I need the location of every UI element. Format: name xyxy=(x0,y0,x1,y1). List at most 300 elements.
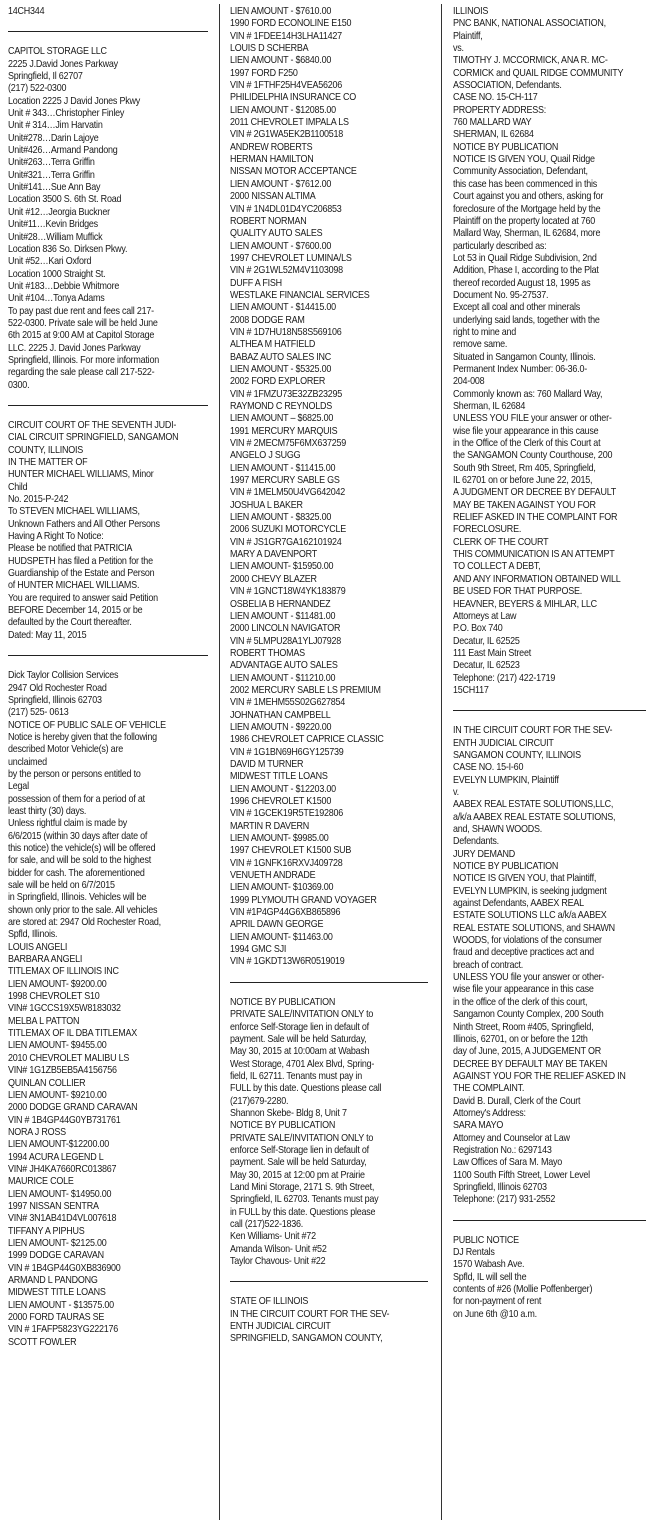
notice-line: sale will be held on 6/7/2015 xyxy=(8,880,115,891)
notice-line: COUNTY, ILLINOIS xyxy=(8,444,84,456)
notice-separator xyxy=(453,710,646,711)
notice-line: ASSOCIATION, Defendants. xyxy=(453,80,562,92)
notice-line: West Storage, 4701 Alex Blvd, Spring- xyxy=(230,1058,375,1070)
notice-line: Unit #183…Debbie Whitmore xyxy=(8,280,120,292)
notice-line: 1570 Wabash Ave. xyxy=(453,1259,525,1271)
notice-line: Community Association, Defendant, xyxy=(453,166,588,178)
notice-line: WOODS, for violations of the consumer xyxy=(453,935,602,947)
notice-line: MELBA L PATTON xyxy=(8,1015,80,1027)
notice-line: AGAINST YOU FOR THE RELIEF ASKED IN xyxy=(453,1070,626,1082)
notice-line: RAYMOND C REYNOLDS xyxy=(230,401,332,412)
notice-line: Guardianship of the Estate and Person xyxy=(8,568,155,580)
notice-line: 1997 FORD F250 xyxy=(230,67,298,79)
notice-line: VIN # 1B4GP44G0YB731761 xyxy=(8,1114,121,1126)
notice-line: LOUIS D SCHERBA xyxy=(230,43,309,55)
notice-line: Attorney and Counselor at Law xyxy=(453,1132,570,1144)
notice-line: underlying said lands, together with the xyxy=(453,314,600,326)
notice-line: against Defendants, AABEX REAL xyxy=(453,898,584,910)
notice-separator xyxy=(453,1220,646,1221)
notice-line: enforce Self-Storage lien in default of xyxy=(230,1144,369,1156)
notice-line: CORMICK and QUAIL RIDGE COMMUNITY xyxy=(453,67,624,79)
legal-notice xyxy=(230,1296,428,1345)
notice-line: unclaimed xyxy=(8,756,47,768)
notice-line: Unless rightful claim is made by xyxy=(8,818,128,830)
notice-line: LIEN AMOUNT - $11481.00 xyxy=(230,610,336,622)
notice-line: TITLEMAX OF IL DBA TITLEMAX xyxy=(8,1028,138,1040)
notice-line: wise file your appearance in this case xyxy=(453,984,594,996)
notice-line: Unit #104…Tonya Adams xyxy=(8,293,105,305)
notice-line: THIS COMMUNICATION IS AN ATTEMPT xyxy=(453,549,615,561)
notice-line: IN THE MATTER OF xyxy=(8,457,88,468)
notice-line: Ninth Street, Room #405, Springfield, xyxy=(453,1021,594,1033)
notice-line: LIEN AMOUNT - $11415.00 xyxy=(230,462,336,474)
notice-line: Location 3500 S. 6th St. Road xyxy=(8,194,122,206)
notice-line: a/k/a AABEX REAL ESTATE SOLUTIONS, xyxy=(453,811,616,823)
notice-line: Attorney's Address: xyxy=(453,1107,526,1119)
notice-line: May 30, 2015 at 12:00 pm at Prairie xyxy=(230,1169,365,1181)
notice-line: UNLESS YOU file your answer or other- xyxy=(453,972,605,984)
notice-line: Dick Taylor Collision Services xyxy=(8,670,119,682)
notice-line: foreclosure of the Mortgage held by the xyxy=(453,203,601,215)
notice-line: CIRCUIT COURT OF THE SEVENTH JUDI- xyxy=(8,419,177,431)
notice-line: MAY BE TAKEN AGAINST YOU FOR xyxy=(453,499,596,511)
notice-line: ENTH JUDICIAL CIRCUIT xyxy=(230,1321,331,1333)
column-divider xyxy=(441,4,442,1520)
notice-line: MARTIN R DAVERN xyxy=(230,820,310,832)
notice-line: JURY DEMAND xyxy=(453,848,516,860)
notice-line: LIEN AMOUNT- $9455.00 xyxy=(8,1040,107,1052)
notice-separator xyxy=(230,982,428,983)
notice-line: SARA MAYO xyxy=(453,1120,504,1132)
notice-line: day of June, 2015, A JUDGEMENT OR xyxy=(453,1046,602,1058)
notice-line: ENTH JUDICIAL CIRCUIT xyxy=(453,737,554,749)
notice-line: 15CH117 xyxy=(453,684,489,696)
notice-line: (217) 525- 0613 xyxy=(8,707,69,719)
notice-line: (217) 522-0300 xyxy=(8,83,67,95)
notice-line: VIN # 5LMPU28A1YLJ07928 xyxy=(230,635,342,647)
notice-line: 1997 MERCURY SABLE GS xyxy=(230,475,340,487)
notice-line: possession of them for a period of at xyxy=(8,793,145,805)
notice-line: TO COLLECT A DEBT, xyxy=(453,561,541,573)
notice-line: Land Mini Storage, 2171 S. 9th Street, xyxy=(230,1181,375,1193)
notice-line: TITLEMAX OF ILLINOIS INC xyxy=(8,966,119,978)
notice-line: Unit#321…Terra Griffin xyxy=(8,169,95,181)
notice-line: BABAZ AUTO SALES INC xyxy=(230,351,332,363)
notice-line: Spfld, Illinois. xyxy=(8,929,58,941)
notice-line: To STEVEN MICHAEL WILLIAMS, xyxy=(8,506,140,518)
notice-line: Location 1000 Straight St. xyxy=(8,268,106,280)
notice-line: 2000 DODGE GRAND CARAVAN xyxy=(8,1102,138,1114)
notice-line: 1990 FORD ECONOLINE E150 xyxy=(230,18,352,30)
notice-line: To pay past due rent and fees call 217- xyxy=(8,305,154,317)
notice-line: HEAVNER, BEYERS & MIHLAR, LLC xyxy=(453,598,597,610)
notice-line: ANDREW ROBERTS xyxy=(230,141,313,153)
legal-notice xyxy=(8,670,208,1349)
notice-line: Unit#141…Sue Ann Bay xyxy=(8,182,101,194)
notice-line: Telephone: (217) 931-2552 xyxy=(453,1194,556,1206)
notice-line: VIN # 1GNFK16RXVJ409728 xyxy=(230,857,343,869)
notice-line: and, SHAWN WOODS. xyxy=(453,824,543,835)
notice-line: Plaintiff on the property located at 760 xyxy=(453,215,596,227)
notice-line: Decatur, IL 62523 xyxy=(453,660,520,672)
notice-line: HERMAN HAMILTON xyxy=(230,154,314,166)
notice-line: QUALITY AUTO SALES xyxy=(230,228,323,240)
notice-line: JOSHUA L BAKER xyxy=(230,499,303,511)
notice-line: PRIVATE SALE/INVITATION ONLY to xyxy=(230,1132,374,1144)
notice-line: PROPERTY ADDRESS: xyxy=(453,104,547,116)
notice-line: ROBERT NORMAN xyxy=(230,215,307,227)
notice-line: LIEN AMOUNT - $12203.00 xyxy=(230,783,336,795)
notice-line: VIN # 1GCEK19R5TE192806 xyxy=(230,808,344,820)
notice-line: Addition, Phase I, according to the Plat xyxy=(453,265,599,277)
notice-line: Permanent Index Number: 06-36.0- xyxy=(453,363,587,375)
notice-line: by the person or persons entitled to xyxy=(8,768,141,780)
notice-line: NOTICE BY PUBLICATION xyxy=(453,141,559,153)
notice-line: LIEN AMOUNT- $11463.00 xyxy=(230,931,333,943)
notice-line: VIN # 1GKDT13W6R0519019 xyxy=(230,956,345,968)
notice-line: 2011 CHEVROLET IMPALA LS xyxy=(230,117,349,129)
notice-line: 2000 NISSAN ALTIMA xyxy=(230,191,316,203)
notice-line: Child xyxy=(8,481,28,493)
notice-line: NOTICE IS GIVEN YOU, Quail Ridge xyxy=(453,154,595,166)
notice-line: 1999 DODGE CARAVAN xyxy=(8,1250,104,1262)
notice-line: VENUETH ANDRADE xyxy=(230,870,316,882)
legal-notice xyxy=(230,6,428,969)
notice-line: VIN # 2G1WL52M4V1103098 xyxy=(230,265,343,277)
notice-line: NOTICE BY PUBLICATION xyxy=(230,1120,336,1132)
notice-line: LIEN AMOUNT- $9200.00 xyxy=(8,978,107,990)
notice-line: DECREE BY DEFAULT MAY BE TAKEN xyxy=(453,1058,608,1070)
notice-line: BARBARA ANGELI xyxy=(8,954,83,966)
notice-line: QUINLAN COLLIER xyxy=(8,1077,86,1089)
notice-line: Having A Right To Notice: xyxy=(8,531,104,543)
notice-line: 1998 CHEVROLET S10 xyxy=(8,991,100,1003)
notice-line: SPRINGFIELD, SANGAMON COUNTY, xyxy=(230,1333,383,1345)
notice-line: REAL ESTATE SOLUTIONS, and SHAWN xyxy=(453,922,615,934)
notice-line: IN THE CIRCUIT COURT FOR THE SEV- xyxy=(230,1308,390,1320)
notice-line: Please be notified that PATRICIA xyxy=(8,543,133,555)
notice-line: Springfield, IL 62703. Tenants must pay xyxy=(230,1194,379,1206)
notice-line: ADVANTAGE AUTO SALES xyxy=(230,660,338,672)
notice-line: PHILIDELPHIA INSURANCE CO xyxy=(230,92,357,104)
notice-line: 1997 CHEVROLET LUMINA/LS xyxy=(230,252,352,264)
notice-line: of HUNTER MICHAEL WILLIAMS. xyxy=(8,580,140,592)
notice-line: Attorneys at Law xyxy=(453,610,517,622)
notice-line: 1100 South Fifth Street, Lower Level xyxy=(453,1169,590,1181)
notice-line: Sherman, IL 62684 xyxy=(453,401,526,412)
notice-line: this notice) the vehicle(s) will be offered xyxy=(8,842,156,854)
notice-separator xyxy=(230,1281,428,1282)
notice-line: Unit # 314…Jim Harvatin xyxy=(8,120,103,132)
notice-line: 1986 CHEVROLET CAPRICE CLASSIC xyxy=(230,734,384,746)
notice-line: RELIEF ASKED IN THE COMPLAINT FOR xyxy=(453,512,618,524)
notice-line: VIN # 1MELM50U4VG642042 xyxy=(230,487,346,499)
notice-line: Decatur, IL 62525 xyxy=(453,635,520,647)
notice-line: this case has been commenced in this xyxy=(453,178,598,190)
notice-line: Defendants. xyxy=(453,836,499,848)
notice-line: LIEN AMOUNT - $7610.00 xyxy=(230,6,332,17)
legal-notice xyxy=(8,420,208,642)
notice-line: NOTICE BY PUBLICATION xyxy=(453,861,559,873)
notice-line: (217)679-2280. xyxy=(230,1095,289,1107)
notice-line: LIEN AMOUNT - $7612.00 xyxy=(230,178,332,190)
notice-line: ALTHEA M HATFIELD xyxy=(230,339,316,351)
legal-notice xyxy=(453,6,646,697)
notice-line: Unit#263…Terra Griffin xyxy=(8,157,95,169)
notice-line: DAVID M TURNER xyxy=(230,758,304,770)
notice-line: 1999 PLYMOUTH GRAND VOYAGER xyxy=(230,894,377,906)
notice-line: Unit#28…William Muffick xyxy=(8,231,103,243)
notice-line: No. 2015-P-242 xyxy=(8,494,69,506)
notice-line: LIEN AMOUNT - $5325.00 xyxy=(230,363,332,375)
notice-line: Springfield, Illinois 62703 xyxy=(453,1181,547,1193)
notice-line: shown only prior to the sale. All vehicles xyxy=(8,904,158,916)
notice-line: VIN #1P4GP44G6XB865896 xyxy=(230,907,341,919)
notice-line: 111 East Main Street xyxy=(453,647,531,659)
column-2 xyxy=(230,6,428,1346)
notice-line: Law Offices of Sara M. Mayo xyxy=(453,1157,562,1169)
notice-line: enforce Self-Storage lien in default of xyxy=(230,1021,369,1033)
notice-line: Springfield, Illinois. For more information xyxy=(8,354,159,366)
notice-line: 204-008 xyxy=(453,376,485,388)
notice-line: for sale, and will be sold to the highest xyxy=(8,855,151,867)
notice-line: 2002 FORD EXPLORER xyxy=(230,376,326,388)
legal-notice xyxy=(8,46,208,392)
notice-line: Location 2225 J David Jones Pkwy xyxy=(8,95,140,107)
notice-line: Legal xyxy=(8,781,29,793)
notice-line: South 9th Street, Rm 405, Springfield, xyxy=(453,462,596,474)
notice-line: Unit#278…Darin Lajoye xyxy=(8,132,99,144)
notice-line: May 30, 2015 at 10:00am at Wabash xyxy=(230,1046,370,1058)
notice-line: David B. Durall, Clerk of the Court xyxy=(453,1095,581,1107)
notice-line: Mallard Way, Sherman, IL 62684, more xyxy=(453,228,601,240)
notice-line: LIEN AMOUNT- $2125.00 xyxy=(8,1237,107,1249)
notice-line: ILLINOIS xyxy=(453,6,489,17)
notice-line: LIEN AMOUNT- $14950.00 xyxy=(8,1188,112,1200)
notice-line: 1996 CHEVROLET K1500 xyxy=(230,796,332,807)
notice-line: bidder for cash. The aforementioned xyxy=(8,867,145,879)
notice-line: LIEN AMOUNT - $13575.00 xyxy=(8,1299,114,1311)
legal-notice xyxy=(230,997,428,1269)
notice-line: PUBLIC NOTICE xyxy=(453,1234,519,1246)
notice-line: wise file your appearance in this cause xyxy=(453,425,599,437)
notice-line: LIEN AMOUNT- $9985.00 xyxy=(230,833,329,845)
notice-separator xyxy=(8,31,208,32)
notice-line: Ken Williams- Unit #72 xyxy=(230,1231,316,1243)
notice-line: PNC BANK, NATIONAL ASSOCIATION, xyxy=(453,18,606,30)
notice-line: Unknown Fathers and All Other Persons xyxy=(8,518,160,530)
notice-line: 2000 FORD TAURAS SE xyxy=(8,1312,105,1324)
notice-line: APRIL DAWN GEORGE xyxy=(230,919,324,931)
notice-line: P.O. Box 740 xyxy=(453,623,503,635)
notice-line: Springfield, Illinois 62703 xyxy=(8,694,102,706)
notice-line: for non-payment of rent xyxy=(453,1296,542,1308)
notice-line: A JUDGMENT OR DECREE BY DEFAULT xyxy=(453,487,617,499)
notice-line: VIN# 1GCCS19X5W8183032 xyxy=(8,1003,121,1015)
notice-line: Unit #12…Jeorgia Buckner xyxy=(8,206,110,218)
notice-line: Situated in Sangamon County, Illinois. xyxy=(453,351,596,363)
notice-line: VIN # 2MECM75F6MX637259 xyxy=(230,438,347,450)
notice-line: LIEN AMOUNT- $10369.00 xyxy=(230,882,334,894)
notice-line: LIEN AMOUNT- $9210.00 xyxy=(8,1089,107,1101)
notice-line: LIEN AMOUNT - $8325.00 xyxy=(230,512,332,524)
notice-line: BEFORE December 14, 2015 or be xyxy=(8,605,143,617)
notice-line: the SANGAMON County Courthouse, 200 xyxy=(453,450,613,462)
notice-line: Registration No.: 6297143 xyxy=(453,1144,552,1156)
notice-line: Lot 53 in Quail Ridge Subdivision, 2nd xyxy=(453,252,597,264)
notice-line: VIN # JS1GR7GA162101924 xyxy=(230,536,342,548)
notice-line: TIMOTHY J. MCCORMICK, ANA R. MC- xyxy=(453,55,608,67)
notice-line: defaulted by the Court thereafter. xyxy=(8,617,132,629)
notice-line: 1994 GMC SJI xyxy=(230,944,287,956)
notice-line: UNLESS YOU FILE your answer or other- xyxy=(453,413,612,425)
notice-line: BE USED FOR THAT PURPOSE. xyxy=(453,586,583,598)
notice-line: MAURICE COLE xyxy=(8,1176,74,1188)
notice-line: 2225 J.David Jones Parkway xyxy=(8,58,118,70)
notice-line: CASE NO. 15-CH-117 xyxy=(453,92,538,104)
notice-line: Amanda Wilson- Unit #52 xyxy=(230,1243,327,1255)
notice-line: LIEN AMOUNT - $6840.00 xyxy=(230,55,332,67)
notice-line: LIEN AMOUNT-$12200.00 xyxy=(8,1139,110,1151)
notice-line: VIN # 2G1WA5EK2B1100518 xyxy=(230,129,344,141)
notice-line: LOUIS ANGELI xyxy=(8,941,68,953)
notice-line: 1997 CHEVROLET K1500 SUB xyxy=(230,845,352,857)
notice-line: thereof recorded August 18, 1995 as xyxy=(453,277,591,289)
notice-line: STATE OF ILLINOIS xyxy=(230,1296,309,1308)
notice-line: Shannon Skebe- Bldg 8, Unit 7 xyxy=(230,1107,347,1119)
notice-line: 6th 2015 at 9:00 AM at Capitol Storage xyxy=(8,330,155,342)
notice-line: in the office of the clerk of this court, xyxy=(453,996,588,1008)
notice-line: field, IL 62711. Tenants must pay in xyxy=(230,1070,362,1082)
notice-line: VIN # 1FTHF25H4VEA56206 xyxy=(230,80,343,92)
notice-line: Location 836 So. Dirksen Pkwy. xyxy=(8,243,128,255)
notice-line: VIN # 1FMZU73E32ZB23295 xyxy=(230,388,343,400)
notice-line: call (217)522-1836. xyxy=(230,1219,304,1230)
notice-line: HUDSPETH has filed a Petition for the xyxy=(8,555,153,567)
notice-line: AND ANY INFORMATION OBTAINED WILL xyxy=(453,573,621,585)
notice-line: VIN# 3N1AB41D4VL007618 xyxy=(8,1213,117,1225)
notice-line: in Springfield, Illinois. Vehicles will be xyxy=(8,892,147,904)
notice-line: LIEN AMOUNT - $12085.00 xyxy=(230,104,336,116)
notice-line: LIEN AMOUNT – $6825.00 xyxy=(230,413,334,425)
notice-line: v. xyxy=(453,786,459,798)
notice-line: TIFFANY A PIPHUS xyxy=(8,1225,85,1237)
notice-line: AABEX REAL ESTATE SOLUTIONS,LLC, xyxy=(453,799,614,811)
notice-line: SANGAMON COUNTY, ILLINOIS xyxy=(453,749,581,761)
notice-line: VIN # 1G1BN69H6GY125739 xyxy=(230,746,344,758)
notice-line: NISSAN MOTOR ACCEPTANCE xyxy=(230,166,357,178)
legal-notice xyxy=(8,6,208,18)
notice-line: regarding the sale please call 217-522- xyxy=(8,367,155,379)
notice-line: FULL by this date. Questions please call xyxy=(230,1083,382,1095)
notice-line: Taylor Chavous- Unit #22 xyxy=(230,1256,326,1268)
legal-notice xyxy=(453,725,646,1206)
notice-line: Unit#426…Armand Pandong xyxy=(8,145,118,157)
notice-line: FORECLOSURE. xyxy=(453,524,522,536)
notice-line: IN THE CIRCUIT COURT FOR THE SEV- xyxy=(453,725,613,737)
notice-line: Springfield, Il 62707 xyxy=(8,71,83,83)
notice-line: 0300. xyxy=(8,379,30,391)
notice-line: 1994 ACURA LEGEND L xyxy=(8,1151,104,1163)
notice-line: Court against you and others, asking for xyxy=(453,191,604,203)
notice-line: 760 MALLARD WAY xyxy=(453,117,532,129)
notice-line: SCOTT FOWLER xyxy=(8,1336,77,1348)
notice-line: Telephone: (217) 422-1719 xyxy=(453,672,556,684)
notice-line: payment. Sale will be held Saturday, xyxy=(230,1033,367,1045)
notice-line: VIN # 1FDEE14H3LHA11427 xyxy=(230,30,342,42)
column-divider xyxy=(219,4,220,1520)
notice-line: THE COMPLAINT. xyxy=(453,1083,525,1095)
notice-line: 522-0300. Private sale will be held June xyxy=(8,317,158,329)
notice-line: EVELYN LUMPKIN, Plaintiff xyxy=(453,774,559,786)
notice-line: VIN # 1FAFP5823YG222176 xyxy=(8,1324,119,1336)
notice-line: CASE NO. 15-I-60 xyxy=(453,762,524,774)
notice-line: 1997 NISSAN SENTRA xyxy=(8,1200,99,1212)
notice-line: NOTICE BY PUBLICATION xyxy=(230,996,336,1008)
notice-line: 2010 CHEVROLET MALIBU LS xyxy=(8,1052,130,1064)
notice-separator xyxy=(8,655,208,656)
notice-line: SHERMAN, IL 62684 xyxy=(453,129,534,141)
notice-line: 2000 LINCOLN NAVIGATOR xyxy=(230,623,341,635)
notice-line: You are required to answer said Petition xyxy=(8,592,158,604)
notice-line: particularly described as: xyxy=(453,240,547,252)
notice-line: Plaintiff, xyxy=(453,30,483,42)
notice-separator xyxy=(8,405,208,406)
notice-line: VIN # 1MEHM55S02G627854 xyxy=(230,697,346,709)
notice-line: LLC. 2225 J. David Jones Parkway xyxy=(8,342,141,354)
notice-line: Unit #52…Kari Oxford xyxy=(8,256,92,268)
notice-line: fraud and deceptive practices act and xyxy=(453,947,594,959)
notice-line: DUFF A FISH xyxy=(230,277,282,289)
notice-line: MARY A DAVENPORT xyxy=(230,549,317,561)
notice-line: 6/6/2015 (within 30 days after date of xyxy=(8,830,148,842)
column-3 xyxy=(453,6,646,1321)
notice-line: EVELYN LUMPKIN, is seeking judgment xyxy=(453,885,607,897)
legal-notice xyxy=(453,1235,646,1321)
notice-line: HUNTER MICHAEL WILLIAMS, Minor xyxy=(8,469,154,481)
notice-line: on June 6th @10 a.m. xyxy=(453,1308,537,1320)
notice-line: Unit#11…Kevin Bridges xyxy=(8,219,98,231)
notice-line: VIN # 1B4GP44G0XB836900 xyxy=(8,1262,121,1274)
notice-line: CLERK OF THE COURT xyxy=(453,536,549,548)
notice-line: ANGELO J SUGG xyxy=(230,450,301,462)
notice-line: are stored at: 2947 Old Rochester Road, xyxy=(8,917,161,929)
notice-line: 2002 MERCURY SABLE LS PREMIUM xyxy=(230,684,381,696)
notice-line: ARMAND L PANDONG xyxy=(8,1275,98,1286)
notice-line: LIEN AMOUNT- $15950.00 xyxy=(230,561,334,573)
notice-line: MIDWEST TITLE LOANS xyxy=(230,771,328,783)
notice-line: NOTICE OF PUBLIC SALE OF VEHICLE xyxy=(8,719,166,731)
notice-line: OSBELIA B HERNANDEZ xyxy=(230,598,331,610)
notice-line: LIEN AMOUNT - $11210.00 xyxy=(230,672,336,684)
notice-line: VIN# 1G1ZB5EB5A4156756 xyxy=(8,1065,117,1077)
notice-line: CIAL CIRCUIT SPRINGFIELD, SANGAMON xyxy=(8,432,179,444)
notice-line: least thirty (30) days. xyxy=(8,805,87,817)
notice-line: payment. Sale will be held Saturday, xyxy=(230,1157,367,1169)
notice-line: contents of #26 (Mollie Poffenberger) xyxy=(453,1284,593,1296)
notice-line: 2006 SUZUKI MOTORCYCLE xyxy=(230,524,347,536)
notice-line: 2008 DODGE RAM xyxy=(230,314,305,326)
notice-line: Document No. 95-27537. xyxy=(453,289,549,301)
notice-line: CAPITOL STORAGE LLC xyxy=(8,46,107,58)
notice-line: ROBERT THOMAS xyxy=(230,647,305,659)
notice-line: 1991 MERCURY MARQUIS xyxy=(230,425,338,437)
column-1 xyxy=(8,6,208,1349)
notice-line: Sangamon County Complex, 200 South xyxy=(453,1009,604,1021)
notice-line: LIEN AMOUNT - $14415.00 xyxy=(230,302,336,314)
notice-line: Notice is hereby given that the following xyxy=(8,731,157,743)
notice-line: VIN # 1D7HU18N58S569106 xyxy=(230,326,342,338)
